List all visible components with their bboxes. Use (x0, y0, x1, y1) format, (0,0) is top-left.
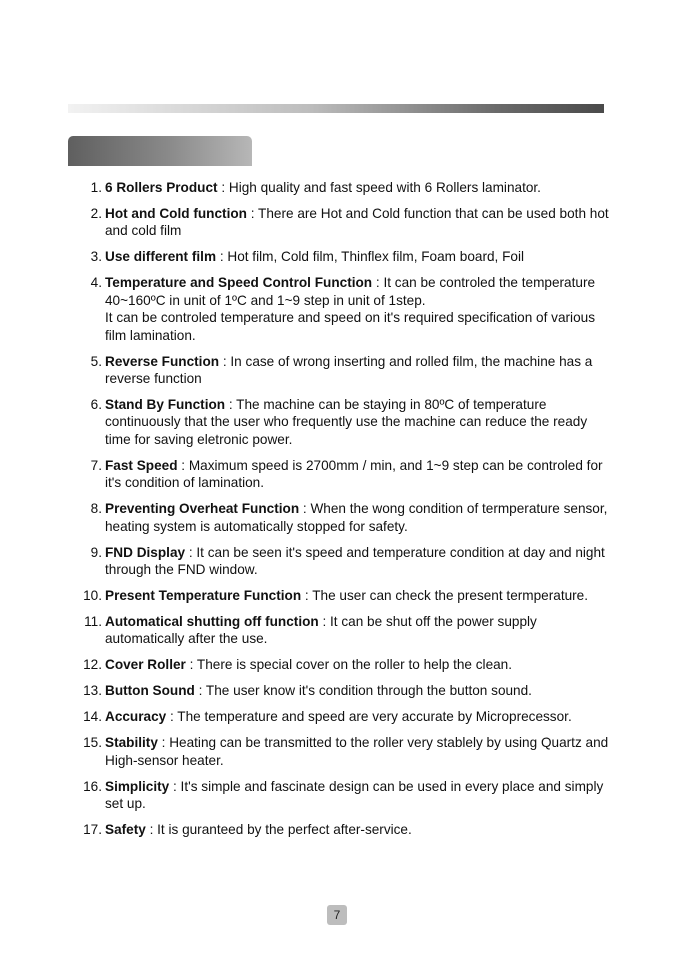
feature-description: : The temperature and speed are very accurate by Microprecessor. (166, 709, 572, 725)
feature-item (90, 457, 610, 492)
feature-title: Preventing Overheat Function (105, 501, 300, 517)
feature-number: 13. (83, 683, 102, 699)
feature-description: : Maximum speed is 2700mm / min, and 1~9 step can be controled for it's condition of lamination. (105, 457, 603, 491)
feature-item (83, 682, 610, 699)
feature-number: 15. (83, 735, 102, 751)
feature-item (83, 734, 610, 769)
feature-description: : When the wong condition of termperature sensor, heating system is automatically stopped for safety. (105, 501, 608, 534)
feature-item (90, 500, 610, 535)
feature-item (90, 274, 610, 344)
feature-number: 12. (83, 657, 102, 673)
feature-title: Button Sound (105, 683, 195, 699)
feature-description: : It's simple and fascinate design can be used in every place and simply set up. (105, 778, 604, 812)
feature-description: : High quality and fast speed with 6 Rollers laminator. (217, 180, 541, 195)
feature-description-extra: It can be controled temperature and speed on it's required specification of various film lamination. (105, 310, 595, 343)
feature-number: 17. (83, 822, 102, 838)
page-number-badge: 7 (327, 905, 347, 925)
feature-title: Safety (105, 822, 146, 838)
feature-number: 9. (90, 544, 102, 560)
feature-title: Present Temperature Function (105, 588, 302, 604)
feature-number: 6. (90, 397, 102, 413)
feature-item (90, 248, 610, 265)
feature-number: 5. (90, 353, 102, 369)
feature-title: Reverse Function (105, 353, 220, 369)
feature-title: Accuracy (105, 709, 167, 725)
feature-number: 4. (90, 275, 102, 291)
feature-title: Stand By Function (105, 397, 226, 413)
feature-description: : There is special cover on the roller to help the clean. (185, 657, 513, 673)
feature-item (90, 179, 610, 196)
feature-item (90, 544, 610, 579)
feature-number: 3. (90, 249, 102, 265)
feature-title: Temperature and Speed Control Function (105, 275, 373, 291)
feature-list (83, 179, 610, 847)
feature-description: : The machine can be staying in 80ºC of temperature continuously that the user who frequently use the machine can reduce the ready time for saving eletronic power. (105, 397, 588, 447)
feature-description: : In case of wrong inserting and rolled film, the machine has a reverse function (105, 353, 593, 387)
feature-description: : The user can check the present termperature. (301, 588, 589, 604)
feature-title: FND Display (105, 544, 186, 560)
feature-number: 7. (90, 457, 102, 473)
feature-number: 2. (90, 206, 102, 221)
feature-item (84, 613, 610, 648)
feature-title: Stability (105, 735, 158, 751)
header-gradient-rule (68, 104, 604, 113)
feature-description: : Hot film, Cold film, Thinflex film, Foam board, Foil (216, 249, 525, 265)
feature-description: : It can be shut off the power supply automatically after the use. (105, 614, 537, 647)
feature-description: : It can be controled the temperature 40~160ºC in unit of 1ºC and 1~9 step in unit of 1step. (105, 275, 596, 308)
feature-title: 6 Rollers Product (105, 180, 218, 195)
feature-number: 8. (90, 501, 102, 517)
feature-title: Automatical shutting off function (105, 614, 319, 630)
feature-number: 1. (90, 180, 102, 195)
feature-description: : There are Hot and Cold function that can be used both hot and cold film (105, 206, 609, 239)
feature-title: Use different film (105, 249, 217, 265)
feature-number: 11. (84, 614, 102, 630)
feature-number: 10. (83, 588, 102, 604)
feature-item (83, 708, 610, 725)
feature-item (83, 821, 610, 838)
feature-description: : Heating can be transmitted to the roller very stablely by using Quartz and High-sensor heater. (105, 735, 609, 768)
feature-item (90, 205, 610, 240)
feature-item (90, 396, 610, 448)
feature-title: Hot and Cold function (105, 206, 247, 221)
feature-number: 14. (83, 709, 102, 725)
feature-item (83, 778, 610, 813)
section-heading-tab (68, 136, 252, 166)
feature-title: Fast Speed (105, 457, 178, 473)
feature-description: : It can be seen it's speed and temperature condition at day and night through the FND window. (105, 544, 605, 578)
feature-description: : The user know it's condition through the button sound. (194, 683, 532, 699)
feature-number: 16. (83, 778, 102, 794)
feature-item (83, 656, 610, 673)
feature-item (90, 353, 610, 388)
feature-item (83, 587, 610, 604)
feature-title: Simplicity (105, 778, 170, 794)
feature-description: : It is guranteed by the perfect after-service. (145, 822, 412, 838)
feature-title: Cover Roller (105, 657, 186, 673)
